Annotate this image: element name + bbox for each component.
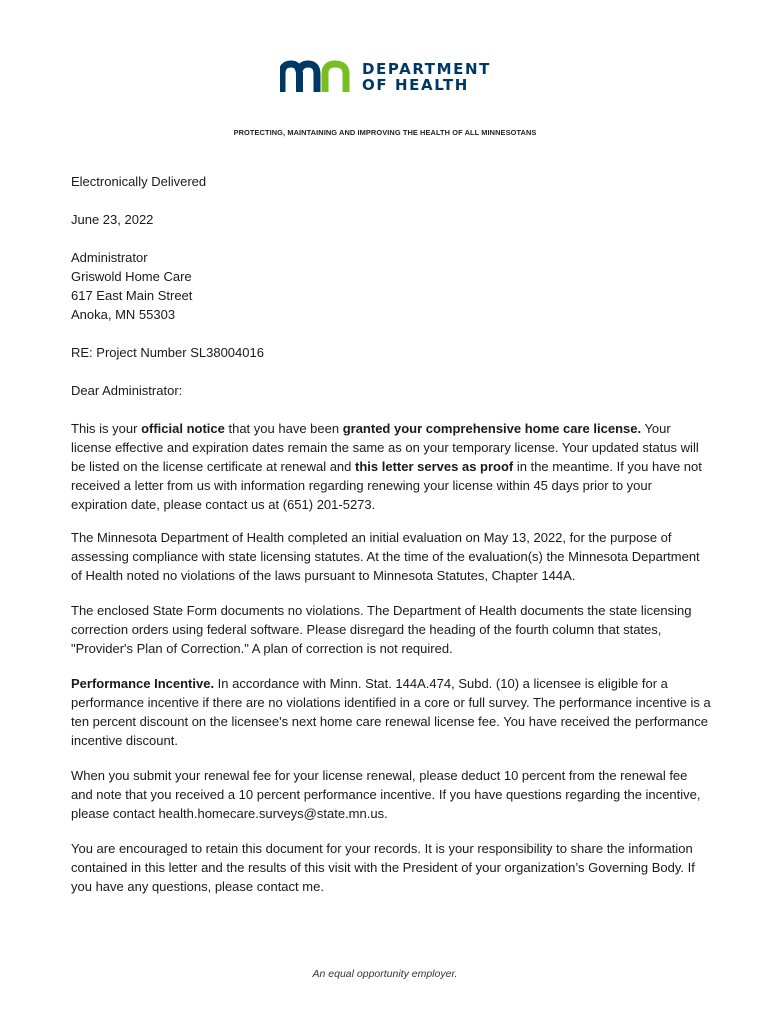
logo-wordmark (362, 61, 491, 93)
p1-bold-granted: granted your comprehensive home care license. (342, 421, 642, 436)
p1-text-d: Your license effective and expiration dates remain the same as on your temporary license. Your updated status will be listed on the license certificate at renewal and (71, 421, 699, 474)
letter-date: June 23, 2022 (71, 212, 154, 227)
p1-text-c: that you have been (224, 421, 343, 436)
recipient-city: Anoka, MN 55303 (71, 307, 176, 322)
paragraph-records: You are encouraged to retain this document for your records. It is your responsibility to share the information contained in this letter and the results of this visit with the President of your organization’s Governing Body. If you have any questions, please contact me. (71, 841, 695, 894)
p1-bold-official-notice: official notice (141, 421, 225, 436)
p1-text-e: in the meantime. If you have not received a letter from us with information regarding renewing your license within 45 days prior to your expiration date, please contact us at (651) 201-5273. (71, 459, 702, 512)
paragraph-evaluation: The Minnesota Department of Health completed an initial evaluation on May 13, 2022, for the purpose of assessing compliance with state licensing statutes. At the time of the evaluation(s) the Minnesota Department of Health noted no violations of the laws pursuant to Minnesota Statutes, Chapter 144A. (71, 530, 700, 583)
logo-line-1: DEPARTMENT (362, 60, 491, 78)
recipient-name: Griswold Home Care (71, 269, 192, 284)
mn-logo-mark-icon (280, 60, 352, 94)
salutation: Dear Administrator: (71, 383, 183, 398)
tagline: PROTECTING, MAINTAINING AND IMPROVING THE HEALTH OF ALL MINNESOTANS (233, 128, 537, 137)
p1-bold-proof: this letter serves as proof (355, 459, 514, 474)
recipient-address (71, 248, 711, 324)
letter-body (71, 172, 711, 896)
p4-bold-label: Performance Incentive. (71, 676, 215, 691)
p1-text-a: This is your (71, 421, 142, 436)
paragraph-state-form: The enclosed State Form documents no violations. The Department of Health documents the state licensing correction orders using federal software. Please disregard the heading of the fourth column that states, "Provider's Plan of Correction." A plan of correction is not required. (71, 603, 692, 656)
paragraph-performance-incentive (71, 674, 711, 750)
recipient-street: 617 East Main Street (71, 288, 193, 303)
footer-equal-opportunity: An equal opportunity employer. (312, 968, 458, 980)
logo-line-2: OF HEALTH (362, 76, 469, 94)
paragraph-renewal-fee: When you submit your renewal fee for your license renewal, please deduct 10 percent from the renewal fee and note that you received a 10 percent performance incentive. If you have questions regarding the incentive, please contact health.homecare.surveys@state.mn.us. (71, 768, 701, 821)
recipient-title: Administrator (71, 250, 148, 265)
re-line: RE: Project Number SL38004016 (71, 345, 264, 360)
p4-text: In accordance with Minn. Stat. 144A.474, Subd. (10) a licensee is eligible for a performance incentive if there are no violations identified in a core or full survey. The performance incentive is a ten percent discount on the licensee's next home care renewal license fee. You have received the performance incentive discount. (71, 676, 711, 748)
paragraph-official-notice (71, 419, 711, 514)
delivery-method: Electronically Delivered (71, 174, 207, 189)
mdh-logo (280, 60, 491, 94)
